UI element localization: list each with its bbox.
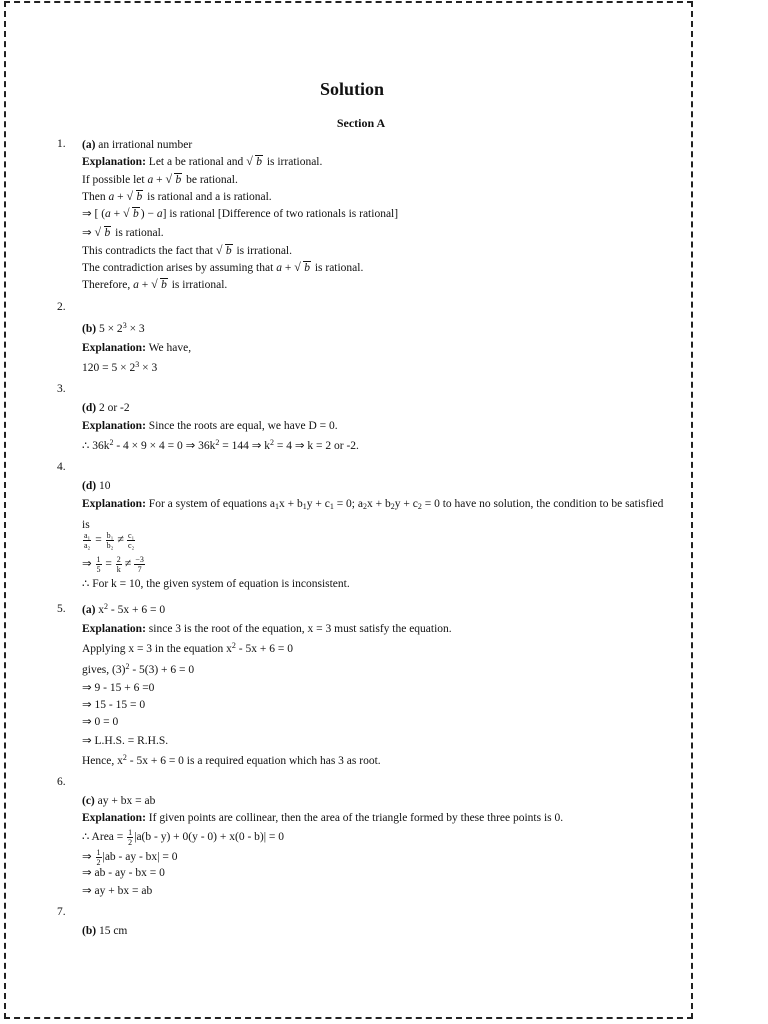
subscript: 2 bbox=[417, 502, 422, 511]
text: = 0 to have no solution, the condition to be satisfied bbox=[421, 498, 664, 510]
sqrt-b bbox=[246, 155, 263, 169]
var-b: b bbox=[175, 174, 182, 186]
q5-line-2 bbox=[82, 663, 194, 677]
numerator: a₁ bbox=[84, 531, 91, 540]
var-a: a bbox=[147, 174, 154, 186]
q5-explanation bbox=[82, 622, 452, 636]
text: x + b bbox=[366, 498, 391, 510]
fraction bbox=[96, 555, 102, 574]
var-a: a bbox=[105, 208, 111, 220]
exponent: 2 bbox=[104, 602, 109, 611]
sqrt-b bbox=[95, 226, 112, 240]
sqrt-b bbox=[151, 278, 168, 292]
sqrt-b bbox=[165, 173, 182, 187]
text: y + c bbox=[394, 498, 418, 510]
numerator: 2 bbox=[116, 555, 121, 564]
text: - 4 × 9 × 4 = 0 ⇒ 36k bbox=[113, 440, 216, 452]
section-heading: Section A bbox=[336, 116, 386, 130]
numerator: 1 bbox=[96, 555, 101, 564]
text: be rational. bbox=[183, 174, 238, 186]
text: ) − bbox=[140, 208, 157, 220]
exponent: 3 bbox=[135, 360, 140, 369]
exponent: 2 bbox=[122, 753, 127, 762]
text: ay + bx = ab bbox=[94, 795, 156, 807]
var-b: b bbox=[161, 279, 167, 291]
numerator: b₁ bbox=[106, 531, 114, 540]
exponent: 2 bbox=[125, 662, 130, 671]
subscript: 2 bbox=[362, 502, 367, 511]
text: = 144 ⇒ k bbox=[219, 440, 271, 452]
sqrt-b bbox=[123, 207, 140, 221]
explanation-label: Explanation: bbox=[82, 623, 146, 635]
var-a: a bbox=[276, 262, 282, 274]
text: Therefore, bbox=[82, 279, 134, 291]
q5-answer bbox=[82, 603, 165, 617]
q2-answer-key: (b) bbox=[82, 323, 97, 335]
var-b: b bbox=[225, 245, 232, 257]
text: ∴ Area = bbox=[82, 831, 127, 844]
var-b: b bbox=[104, 227, 111, 239]
q4-answer bbox=[82, 479, 110, 493]
q1-answer-text: an irrational number bbox=[95, 139, 193, 151]
q5-line-7 bbox=[82, 754, 381, 768]
text: - 5x + 6 = 0 bbox=[108, 604, 166, 616]
numerator: 1 bbox=[96, 848, 101, 857]
text: Then bbox=[82, 191, 109, 203]
q4-answer-key: (d) bbox=[82, 480, 97, 492]
text: ∴ 36k bbox=[82, 440, 110, 452]
explanation-label: Explanation: bbox=[82, 420, 146, 432]
text: The contradiction arises by assuming that bbox=[82, 262, 277, 274]
q5-line-6: ⇒ L.H.S. = R.H.S. bbox=[82, 735, 169, 747]
var-a: a bbox=[133, 279, 139, 291]
q1-line-3 bbox=[82, 190, 272, 204]
exponent: 3 bbox=[122, 321, 127, 330]
text: is rational and a is rational. bbox=[144, 191, 272, 203]
sqrt-b bbox=[216, 244, 233, 258]
denominator: 7 bbox=[137, 565, 142, 574]
text: - 5(3) + 6 = 0 bbox=[129, 664, 195, 676]
text: - 5x + 6 = 0 is a required equation which has 3 as root. bbox=[126, 755, 381, 767]
q1-line-2 bbox=[82, 173, 238, 187]
text: For a system of equations a bbox=[145, 498, 275, 510]
implies: ⇒ bbox=[82, 558, 95, 571]
text: 2 or -2 bbox=[96, 402, 130, 414]
numerator: c₁ bbox=[127, 531, 135, 540]
q5-line-5: ⇒ 0 = 0 bbox=[82, 716, 119, 728]
denominator: 2 bbox=[128, 838, 133, 847]
fraction bbox=[134, 555, 145, 574]
question-number-6: 6. bbox=[57, 776, 66, 788]
text: ⇒ bbox=[82, 851, 95, 864]
text: If given points are collinear, then the area of the triangle formed by these three points is 0. bbox=[145, 812, 564, 824]
q7-answer-key: (b) bbox=[82, 925, 97, 937]
question-number-2: 2. bbox=[57, 301, 66, 313]
q1-line-6 bbox=[82, 244, 292, 258]
q4-substitution bbox=[82, 555, 146, 574]
page-title: Solution bbox=[319, 79, 385, 99]
equals: = bbox=[102, 558, 115, 571]
subscript: 1 bbox=[302, 502, 307, 511]
var-a: a bbox=[108, 191, 115, 203]
denominator: 5 bbox=[96, 565, 101, 574]
q5-line-1 bbox=[82, 642, 293, 656]
explanation-label: Explanation: bbox=[82, 498, 146, 510]
plus: + bbox=[110, 208, 124, 220]
q3-answer-key: (d) bbox=[82, 402, 97, 414]
q1-expl-text: Let a be rational and bbox=[145, 156, 247, 168]
question-number-4: 4. bbox=[57, 461, 66, 473]
q1-explanation bbox=[82, 155, 322, 169]
q4-conclusion: ∴ For k = 10, the given system of equation is inconsistent. bbox=[82, 578, 350, 590]
question-number-1: 1. bbox=[57, 138, 66, 150]
q1-expl-text: is irrational. bbox=[263, 156, 323, 168]
text: × 3 bbox=[126, 323, 145, 335]
question-number-5: 5. bbox=[57, 603, 66, 615]
sqrt-b bbox=[294, 261, 311, 275]
text: Hence, x bbox=[82, 755, 123, 767]
plus: + bbox=[281, 262, 295, 274]
text: is irrational. bbox=[168, 279, 228, 291]
text: × 3 bbox=[139, 362, 158, 374]
text: is irrational. bbox=[233, 245, 293, 257]
q6-line-2 bbox=[82, 848, 177, 867]
text: = 4 ⇒ k = 2 or -2. bbox=[274, 440, 359, 452]
q1-answer bbox=[82, 138, 192, 152]
q3-explanation bbox=[82, 419, 338, 433]
not-equal: ≠ bbox=[124, 556, 132, 571]
question-number-7: 7. bbox=[57, 906, 66, 918]
plus: + bbox=[138, 279, 152, 291]
explanation-label: Explanation: bbox=[82, 156, 146, 168]
q4-condition bbox=[82, 531, 136, 550]
q6-line-1 bbox=[82, 828, 284, 847]
q3-answer bbox=[82, 401, 130, 415]
denominator: k bbox=[116, 565, 121, 574]
exponent: 2 bbox=[109, 438, 114, 447]
denominator: c₂ bbox=[127, 541, 135, 550]
q6-line-4: ⇒ ay + bx = ab bbox=[82, 885, 153, 897]
numerator: 1 bbox=[128, 828, 133, 837]
q7-answer bbox=[82, 924, 127, 938]
var-b: b bbox=[136, 191, 143, 203]
fraction-half bbox=[127, 828, 133, 847]
var-b: b bbox=[256, 156, 262, 168]
plus: + bbox=[153, 174, 166, 186]
var-b: b bbox=[304, 262, 310, 274]
numerator: −3 bbox=[135, 555, 144, 564]
text: x bbox=[95, 604, 105, 616]
text: We have, bbox=[145, 342, 192, 354]
fraction bbox=[127, 531, 135, 550]
text: ] is rational [Difference of two rationals is rational] bbox=[162, 208, 399, 220]
text: x + b bbox=[278, 498, 303, 510]
text: This contradicts the fact that bbox=[82, 245, 216, 257]
fraction bbox=[83, 531, 91, 550]
q4-explanation bbox=[82, 497, 663, 511]
text: 15 cm bbox=[96, 925, 128, 937]
text: is rational. bbox=[112, 227, 164, 239]
text: ⇒ bbox=[82, 227, 95, 239]
q1-line-7 bbox=[82, 261, 363, 275]
explanation-label: Explanation: bbox=[82, 342, 146, 354]
q6-answer bbox=[82, 794, 155, 808]
text: since 3 is the root of the equation, x = 3 must satisfy the equation. bbox=[145, 623, 452, 635]
text: - 5x + 6 = 0 bbox=[235, 643, 293, 655]
subscript: 1 bbox=[329, 502, 334, 511]
not-equal: ≠ bbox=[117, 532, 124, 547]
text: gives, (3) bbox=[82, 664, 126, 676]
q5-line-4: ⇒ 15 - 15 = 0 bbox=[82, 699, 146, 711]
fraction bbox=[116, 555, 122, 574]
text: Applying x = 3 in the equation x bbox=[82, 643, 232, 655]
fraction bbox=[106, 531, 115, 550]
text: |ab - ay - bx| = 0 bbox=[102, 851, 178, 864]
text: 10 bbox=[96, 480, 111, 492]
q4-is: is bbox=[82, 519, 90, 531]
q3-line-1 bbox=[82, 439, 359, 453]
q1-line-4 bbox=[82, 207, 398, 221]
plus: + bbox=[114, 191, 127, 203]
denominator: b₂ bbox=[106, 541, 114, 550]
text: |a(b - y) + 0(y - 0) + x(0 - b)| = 0 bbox=[134, 831, 285, 844]
denominator: 2 bbox=[96, 858, 101, 867]
subscript: 2 bbox=[390, 502, 395, 511]
text: Since the roots are equal, we have D = 0. bbox=[145, 420, 338, 432]
var-a: a bbox=[156, 208, 163, 220]
denominator: a₂ bbox=[84, 541, 91, 550]
q5-line-3: ⇒ 9 - 15 + 6 =0 bbox=[82, 682, 155, 694]
q2-answer bbox=[82, 322, 145, 336]
question-number-3: 3. bbox=[57, 383, 66, 395]
q5-answer-key: (a) bbox=[82, 604, 96, 616]
exponent: 2 bbox=[215, 438, 220, 447]
text: 5 × 2 bbox=[96, 323, 123, 335]
exponent: 2 bbox=[231, 641, 236, 650]
text: 120 = 5 × 2 bbox=[82, 362, 136, 374]
q1-line-5 bbox=[82, 226, 164, 240]
q6-explanation bbox=[82, 811, 563, 825]
equals: = bbox=[92, 534, 105, 547]
q2-line-1 bbox=[82, 361, 157, 375]
exponent: 2 bbox=[270, 438, 275, 447]
q6-answer-key: (c) bbox=[82, 795, 95, 807]
subscript: 1 bbox=[274, 502, 279, 511]
q1-line-8 bbox=[82, 278, 227, 292]
q6-line-3: ⇒ ab - ay - bx = 0 bbox=[82, 867, 165, 879]
fraction-half bbox=[96, 848, 102, 867]
text: y + c bbox=[306, 498, 330, 510]
sqrt-b bbox=[127, 190, 144, 204]
explanation-label: Explanation: bbox=[82, 812, 146, 824]
q2-explanation bbox=[82, 341, 191, 355]
q1-answer-key: (a) bbox=[82, 139, 96, 151]
text: is rational. bbox=[311, 262, 364, 274]
text: ⇒ [ ( bbox=[82, 208, 106, 220]
text: If possible let bbox=[82, 174, 148, 186]
text: = 0; a bbox=[333, 498, 363, 510]
var-b: b bbox=[133, 208, 139, 220]
